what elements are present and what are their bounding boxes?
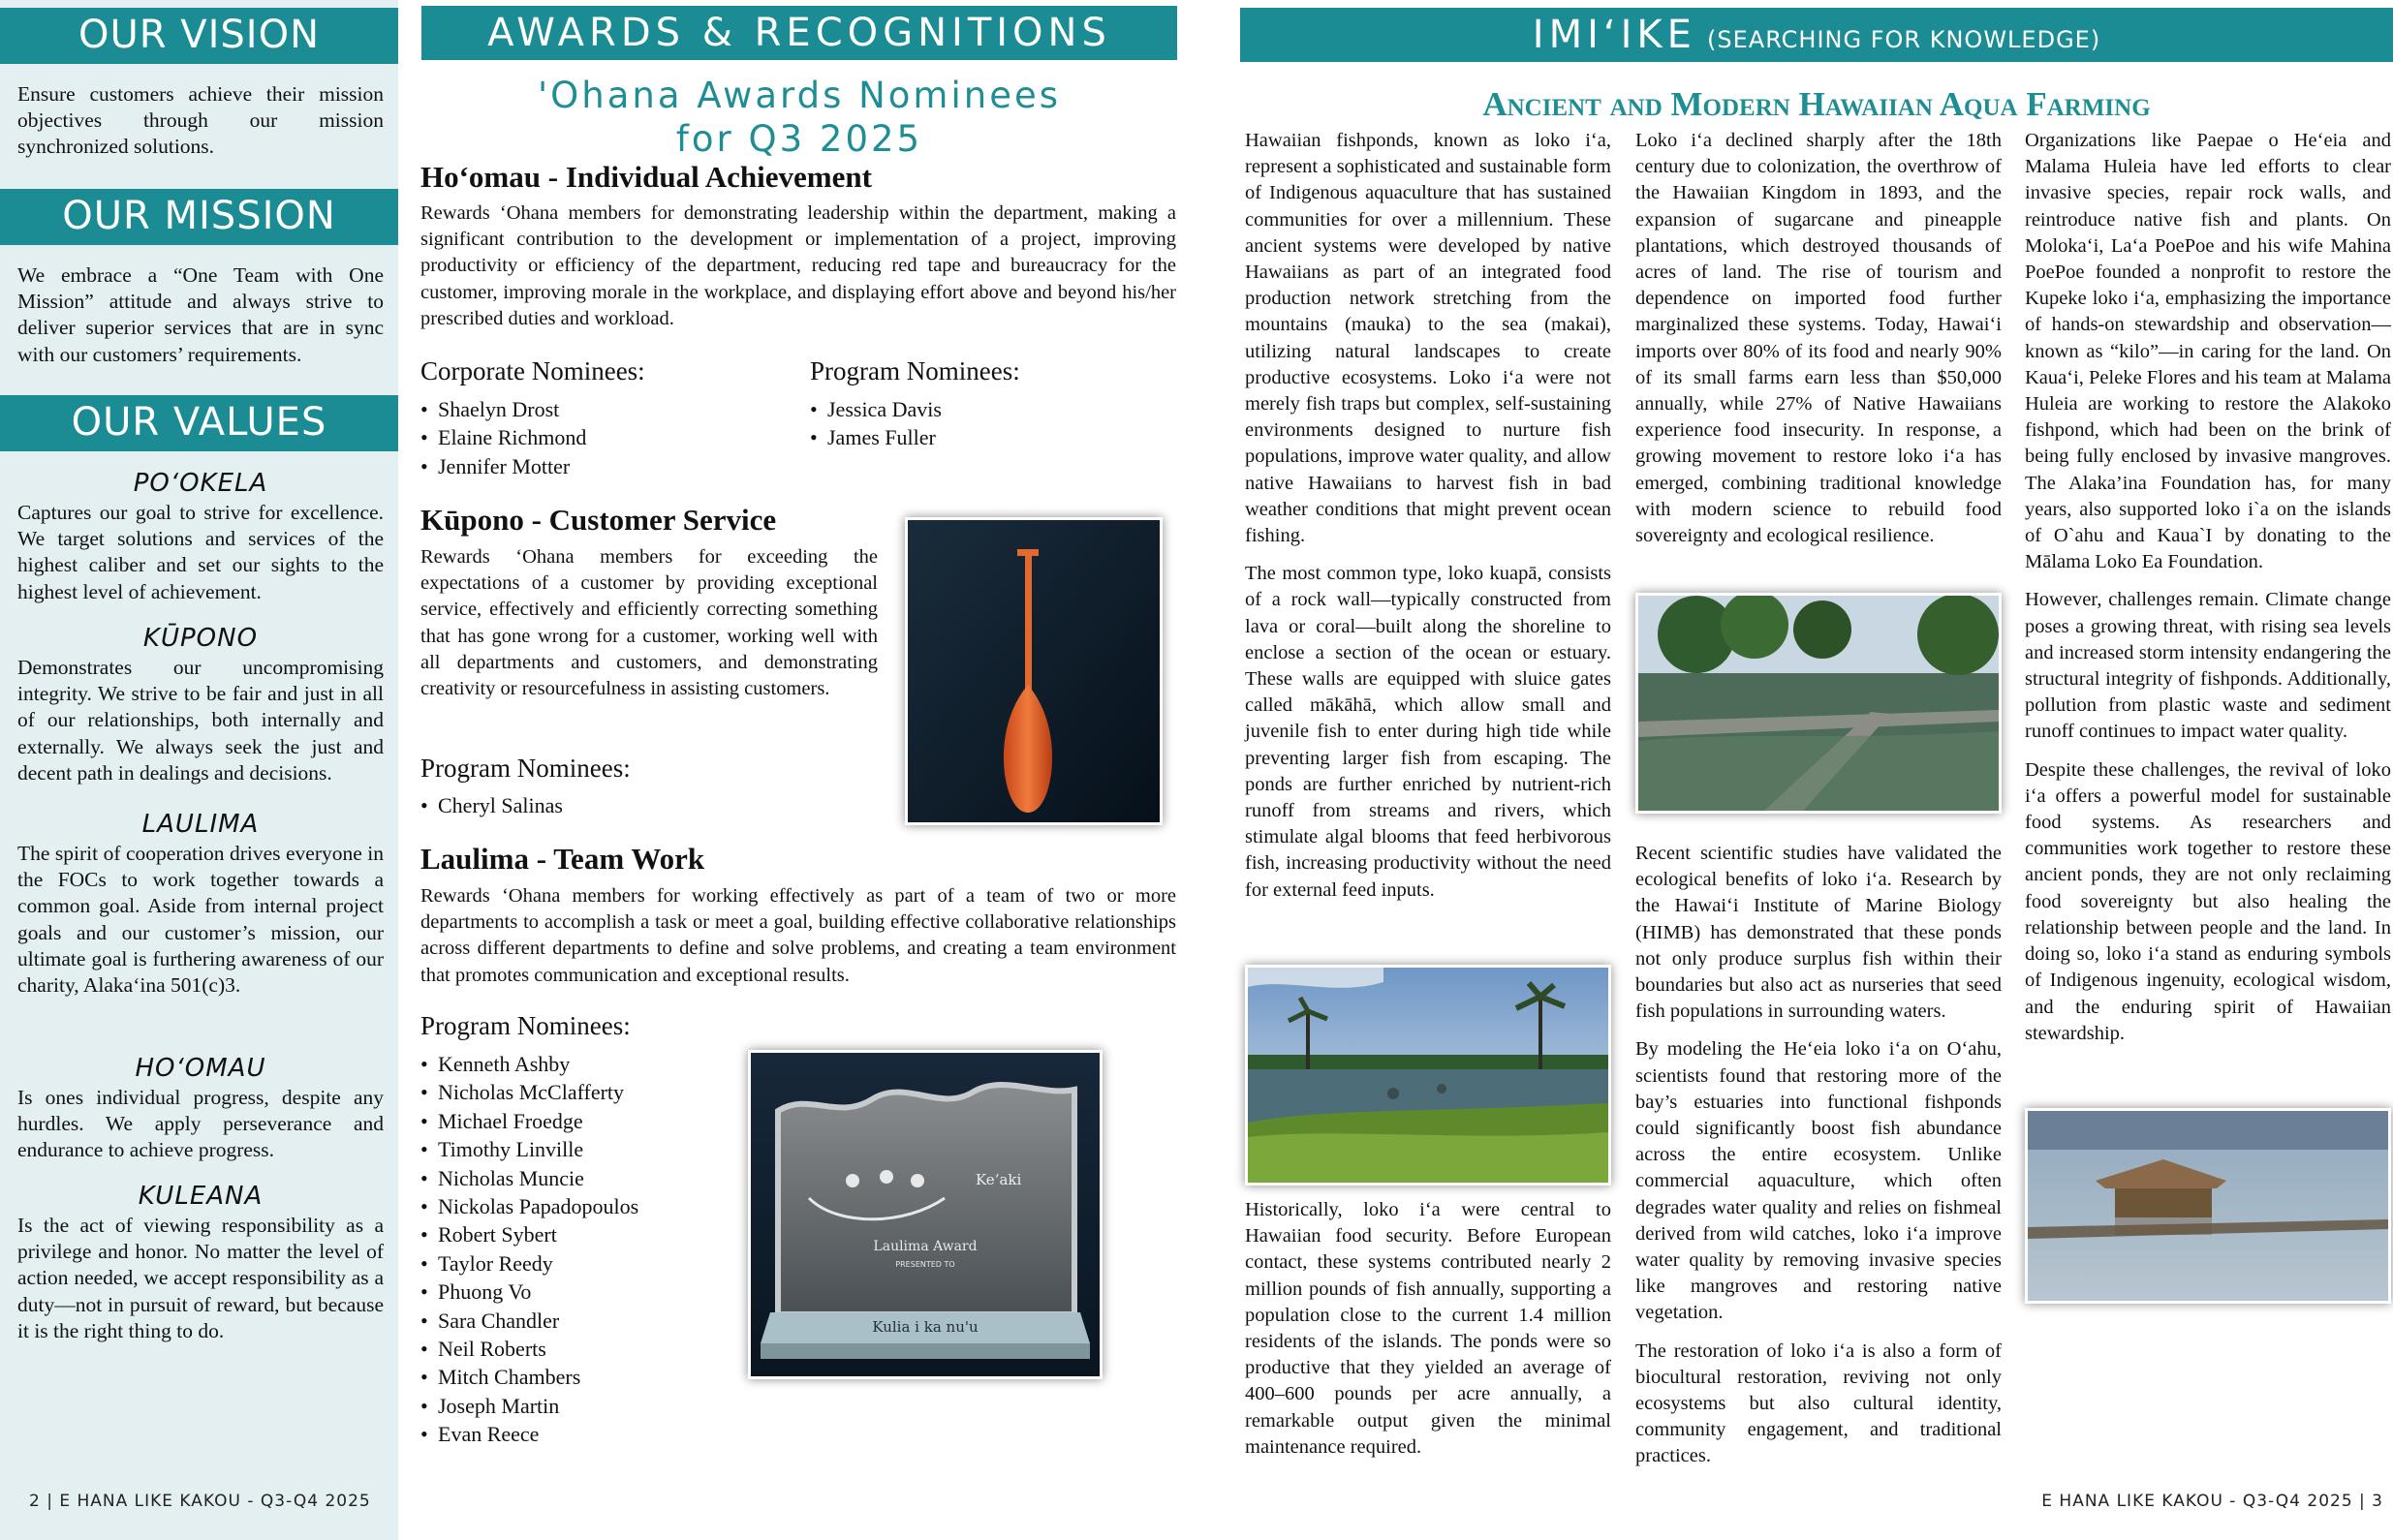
list-item: • Nickolas Papadopoulos	[420, 1192, 740, 1220]
value-pookela	[17, 467, 384, 605]
value-title: LAULIMA	[141, 810, 260, 839]
fishpond-photo-1	[1245, 965, 1611, 1186]
list-item: • Robert Sybert	[420, 1220, 740, 1248]
value-title: PO‘OKELA	[133, 469, 268, 498]
mission-title: OUR MISSION	[62, 194, 336, 238]
list-item: • Taylor Reedy	[420, 1249, 740, 1278]
plaque-presented-to: PRESENTED TO	[895, 1260, 955, 1269]
kupono-title: Kūpono - Customer Service	[420, 503, 777, 537]
list-item: • Mitch Chambers	[420, 1363, 740, 1391]
paragraph: However, challenges remain. Climate change poses a growing threat, with rising sea levels and increased storm intensity endangering the structural integrity of fishponds. Additionally, pollution from plastic waste and sediment runoff continues to impact water quality.	[2025, 589, 2391, 743]
paragraph: The restoration of loko i‘a is also a form of biocultural restoration, reviving not only ecosystems but also cultural identity, community engagement, and traditional practices.	[1635, 1340, 2002, 1467]
laulima-title: Laulima - Team Work	[420, 842, 705, 876]
vision-title: OUR VISION	[78, 13, 321, 57]
paragraph: By modeling the He‘eia loko i‘a on O‘ahu, scientists found that restoring more of the bay’s estuaries into functional fishponds could significantly boost fish abundance across the entire ecosystem. Unlike commercial aquaculture, which often degrades water quality and relies on fishmeal derived from wild catches, loko i‘a improve water quality by removing invasive species like mangroves and restoring native vegetation.	[1635, 1038, 2002, 1324]
laulima-program-label: Program Nominees:	[420, 1011, 631, 1040]
value-homau	[17, 1052, 384, 1164]
plaque-brand: Ke‘aki	[976, 1171, 1022, 1188]
homau-corporate-label: Corporate Nominees:	[420, 356, 645, 385]
paddle-award-icon	[908, 520, 1160, 822]
article-column-1b	[1245, 1197, 1611, 1472]
homau-corporate-list	[420, 395, 769, 480]
list-item: • Nicholas Muncie	[420, 1164, 740, 1192]
value-laulima	[17, 808, 384, 999]
list-item: • Cheryl Salinas	[420, 791, 769, 819]
list-item: • Kenneth Ashby	[420, 1050, 740, 1078]
value-text: Is the act of viewing responsibility as a privilege and honor. No matter the level of action needed, we accept responsibility as a duty—not in pursuit of reward, but because it is the right thing to do.	[17, 1214, 384, 1342]
homau-program-label: Program Nominees:	[810, 356, 1020, 385]
laulima-plaque-photo	[748, 1050, 1103, 1379]
paragraph: Historically, loko i‘a were central to Hawaiian food security. Before European contact, these systems contributed nearly 2 million pounds of fish annually, supporting a population close to the current 1.4 million residents of the islands. The ponds were so productive that they yielded an average of 400–600 pounds per acre annually, a remarkable output given the minimal maintenance required.	[1245, 1199, 1611, 1458]
value-text: Demonstrates our uncompromising integrity. We strive to be fair and just in all of our relationships, both internally and externally. We always seek the just and decent path in dealings and decisions.	[17, 656, 384, 785]
awards-header-title: AWARDS & RECOGNITIONS	[487, 11, 1111, 55]
list-item: • Joseph Martin	[420, 1392, 740, 1420]
plaque-award-name: Laulima Award	[873, 1239, 978, 1254]
value-title: HO‘OMAU	[135, 1054, 266, 1083]
laulima-desc: Rewards ‘Ohana members for working effectively as part of a team of two or more departments to accomplish a task or meet a goal, building effective collaborative relationships across different departments to define and solve problems, and creating a team environment that promotes communication and exceptional results.	[420, 885, 1176, 986]
article-column-1	[1245, 128, 1611, 915]
plaque-motto: Kulia i ka nu'u	[872, 1318, 979, 1336]
list-item: • Nicholas McClafferty	[420, 1078, 740, 1106]
value-kupono	[17, 622, 384, 786]
list-item: • Sara Chandler	[420, 1307, 740, 1335]
value-kuleana	[17, 1180, 384, 1344]
list-item: • Michael Froedge	[420, 1107, 740, 1135]
list-item: • Elaine Richmond	[420, 423, 769, 451]
kupono-desc: Rewards ‘Ohana members for exceeding the expectations of a customer by providing exceptional service, effectively and efficiently correcting something that has gone wrong for a customer, working well with all departments and customers, and demonstrating creativity or resourcefulness in assisting customers.	[420, 546, 878, 700]
landscape-icon	[1248, 968, 1608, 1183]
vision-header	[0, 8, 398, 64]
paragraph: Recent scientific studies have validated the ecological benefits of loko i‘a. Research by the Hawai‘i Institute of Marine Biology (HIMB) has demonstrated that these ponds not only produce surplus fish within their boundaries but also act as nurseries that seed fish populations in surrounding waters.	[1635, 843, 2002, 1023]
vision-text: Ensure customers achieve their mission objectives through our mission synchronized solutions.	[17, 82, 384, 159]
imiike-header	[1240, 8, 2393, 62]
right-page-footer: E HANA LIKE KAKOU - Q3-Q4 2025 | 3	[2041, 1492, 2383, 1511]
list-item: • Phuong Vo	[420, 1278, 740, 1306]
awards-header	[421, 6, 1177, 60]
list-item: • Jennifer Motter	[420, 452, 769, 480]
kupono-program-list	[420, 791, 769, 819]
value-text: The spirit of cooperation drives everyone in the FOCs to work together towards a common goal. Aside from internal project goals and our customer’s mission, our ultimate goal is furthering awareness of our charity, Alaka‘ina 501(c)3.	[17, 842, 384, 998]
homau-title: Ho‘omau - Individual Achievement	[420, 160, 872, 194]
values-header	[0, 395, 398, 451]
list-item: • Jessica Davis	[810, 395, 1159, 423]
mission-text: We embrace a “One Team with One Mission” attitude and always strive to deliver superior services that are in sync with our customers’ requirements.	[17, 263, 384, 366]
paddle-award-photo	[905, 517, 1163, 825]
value-text: Captures our goal to strive for excellence. We target solutions and services of the highest caliber and set our sights to the highest level of achievement.	[17, 501, 384, 603]
homau-program-list	[810, 395, 1159, 452]
fishpond-photo-2	[1635, 593, 2002, 814]
list-item: • Evan Reece	[420, 1420, 740, 1448]
landscape-icon	[1638, 596, 1999, 811]
mission-header	[0, 189, 398, 245]
landscape-icon	[2028, 1111, 2388, 1301]
homau-desc: Rewards ‘Ohana members for demonstrating leadership within the department, making a significant contribution to the development or implementation of a project, improving productivity or efficiency of the department, reducing red tape and bureaucracy for the customer, improving morale in the workplace, and displaying effort above and beyond his/her prescribed duties and workload.	[420, 202, 1176, 329]
article-column-3	[2025, 128, 2391, 1059]
awards-title	[421, 74, 1177, 161]
list-item: • Shaelyn Drost	[420, 395, 769, 423]
paragraph: Despite these challenges, the revival of loko i‘a offers a powerful model for sustainable food systems. As researchers and communities work together to restore these ancient ponds, they are not only reclaiming food sovereignty but also healing the relationship between people and the land. In doing so, loko i‘a stand as enduring symbols of Indigenous ingenuity, ecological wisdom, and the enduring spirit of Hawaiian stewardship.	[2025, 758, 2391, 1044]
fishpond-photo-3	[2025, 1108, 2391, 1304]
values-title: OUR VALUES	[71, 400, 327, 445]
list-item: • Timothy Linville	[420, 1135, 740, 1163]
list-item: • Neil Roberts	[420, 1335, 740, 1363]
list-item: • James Fuller	[810, 423, 1159, 451]
imiike-header-title: IMI‘IKE	[1532, 13, 1696, 57]
laulima-program-list	[420, 1050, 740, 1449]
paragraph: Loko i‘a declined sharply after the 18th century due to colonization, the overthrow of the Hawaiian Kingdom in 1893, and the expansion of sugarcane and pineapple plantations, which destroyed thousands of acres of land. The rise of tourism and dependence on imported food further marginalized these systems. Today, Hawai‘i imports over 80% of its food and nearly 90% of its small farms earn less than $50,000 annually, while 27% of Native Hawaiians experience food insecurity. In response, a growing movement to restore loko i‘a has emerged, combining traditional knowledge with modern science to rebuild food sovereignty and ecological resilience.	[1635, 130, 2002, 547]
value-title: KŪPONO	[142, 624, 259, 653]
awards-title-line1: 'Ohana Awards Nominees	[537, 75, 1062, 116]
article-title: Ancient and Modern Hawaiian Aqua Farming	[1482, 85, 2151, 123]
paragraph: Hawaiian fishponds, known as loko i‘a, represent a sophisticated and sustainable form of Indigenous aquaculture that has sustained communities for over a millennium. These ancient systems were developed by native Hawaiians as part of an integrated food production network stretching from the mountains (mauka) to the sea (makai), utilizing natural landscapes to create productive ecosystems. Loko i‘a were not merely fish traps but complex, self-sustaining environments designed to nurture fish populations, improve water quality, and allow native Hawaiians to harvest fish in bad weather conditions that might prevent ocean fishing.	[1245, 130, 1611, 547]
value-title: KULEANA	[138, 1182, 264, 1211]
kupono-program-label: Program Nominees:	[420, 754, 631, 783]
article-column-2b	[1635, 841, 2002, 1482]
value-text: Is ones individual progress, despite any hurdles. We apply perseverance and endurance to achieve progress.	[17, 1086, 384, 1162]
article-column-2	[1635, 128, 2002, 561]
left-page-footer: 2 | E HANA LIKE KAKOU - Q3-Q4 2025	[29, 1492, 371, 1511]
paragraph: The most common type, loko kuapā, consists of a rock wall—typically constructed from lava or coral—built along the shoreline to enclose a section of the ocean or estuary. These walls are equipped with sluice gates called mākāhā, which allow small and juvenile fish to enter during high tide while preventing larger fish from escaping. The ponds are further enriched by nutrient-rich runoff from streams and rivers, which stimulate algal blooms that feed herbivorous fish, increasing productivity without the need for external feed inputs.	[1245, 563, 1611, 901]
imiike-header-sub: (SEARCHING FOR KNOWLEDGE)	[1707, 26, 2101, 53]
awards-title-line2: for Q3 2025	[675, 118, 923, 160]
paragraph: Organizations like Paepae o He‘eia and Malama Huleia have led efforts to clear invasive species, repair rock walls, and reintroduce native fish and plants. On Moloka‘i, La‘a PoePoe and his wife Mahina PoePoe founded a nonprofit to restore the Kupeke loko i‘a, emphasizing the importance of hands-on stewardship and observation—known as “kilo”—in caring for the land. On Kaua‘i, Peleke Flores and his team at Malama Huleia are working to restore the Alakoko fishpond, which had been on the brink of being fully enclosed by invasive mangroves. The Alaka’ina Foundation has, for many years, also supported loko i`a on the islands of O`ahu and Kaua`I by donating to the Mālama Loko Ea Foundation.	[2025, 130, 2391, 573]
